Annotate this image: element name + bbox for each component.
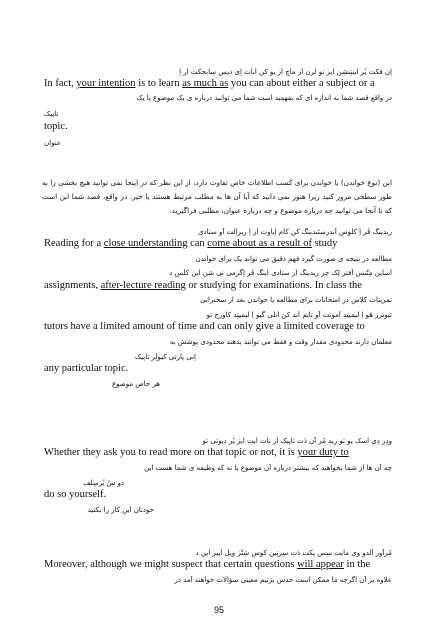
persian-gloss: خودتان این کار را بکنید <box>87 506 154 514</box>
english-sentence: any particular topic. <box>44 363 129 374</box>
english-sentence: Whether they ask you to read more on that topic or not, it is your duty to <box>44 447 349 458</box>
english-sentence: assignments, after-lecture reading or studying for examinations. In class the <box>44 280 362 291</box>
transliteration-line: دو سُ یُرسِلف <box>83 479 124 487</box>
transliteration-line: مُرآوِر آلدو وی مایت سِس پِکت دَت سِرتِین کوِس شِنْز ویل اَپیر این د <box>195 549 392 557</box>
transliteration-line: اِن فکت یُر اینتِنشِن ایز تو لرن اَز ماچ اَز یو کن اَبات اِی دیس سابجکت اُر اِ <box>179 68 392 76</box>
underlined-phrase: your intention <box>76 78 136 89</box>
english-sentence: Reading for a close understanding can come about as a result of study <box>44 238 338 249</box>
persian-gloss: معلمان دارند محدودی مقدار وقت و فقط می توانند بدهند محدودی پوشش به <box>169 338 392 346</box>
english-sentence: tutors have a limited amount of time and can only give a limited coverage to <box>44 321 365 332</box>
persian-gloss: مطالعه در نتیجه ی صورت گیرد فهم دقیق می تواند یک برای خواندن <box>195 255 392 263</box>
persian-gloss: در واقع قصد شما به اندازه ای که بفهمید است شما می توانید درباره ی یک موضوع یا یک <box>136 94 392 102</box>
underlined-phrase: close understanding <box>103 238 188 249</box>
transliteration-line: اِنی پارتی کیولِر تاپیک <box>134 353 196 361</box>
transliteration-line: وِدِر دِی اسک یو تو رید مُر آن دَت تاپیک اُر نات ایت ایز یُر دیوتی تو <box>202 437 392 445</box>
transliteration-line: ریدینگ فُر اِ کلوس آندرستَندینگ کن کام اِباوت اَز اِ ریزالت آو ستادی <box>198 228 392 236</box>
english-sentence: do so yourself. <box>44 489 107 500</box>
persian-gloss: چه آن ها از شما بخواهند که بیشتر درباره آن موضوع یا نه که وظیفه ی شما هست این <box>144 464 392 472</box>
persian-gloss: علاوه بر آن اگرچه ما ممکن است حدس بزنیم معینی سؤالات خواهند آمد در <box>174 576 392 584</box>
transliteration-line: تیوترز هَو اِ لیمیتِد اَمونت آو تایم اَند کن اُنلی گیو اِ لیمیتِد کاورج تو <box>206 311 392 319</box>
underlined-phrase: come about as a result of <box>207 238 312 249</box>
page-number: 95 <box>213 605 224 615</box>
underlined-phrase: after-lecture reading <box>100 280 186 291</box>
underlined-phrase: will appear <box>296 559 344 570</box>
transliteration-line: اَساین مِنْتس آفتر لِک چر ریدینگ اُر ستادی اینگ فُر اِگزمی نی شن این کلَس د <box>169 269 392 277</box>
persian-gloss: عنوان <box>44 139 61 147</box>
english-sentence: Moreover, although we might suspect that certain questions will appear in the <box>44 559 371 570</box>
underlined-phrase: your duty to <box>297 447 349 458</box>
english-sentence: In fact, your intention is to learn as much as you can about either a subject or a <box>44 78 375 89</box>
underlined-phrase: as much as <box>182 78 229 89</box>
transliteration-line: تاپیک <box>44 110 59 118</box>
english-sentence: topic. <box>44 121 68 132</box>
persian-gloss: هر خاص موضوع <box>111 380 160 388</box>
persian-paragraph: این (نوع خواندن) با خواندن برای کسب اطلاعات خاص تفاوت دارد، از این نظر که در اینجا نمی توانید هیچ بخشی را به طور سطحی مرور کنید زیرا هنوز نمی دانید که آیا آن ها به مطلب مرتبط هستند یا خیر. در واقع، قصد شما این است که تا آنجا می توانید چه درباره موضوع و چه درباره عنوان، مطلبی فراگیرید. <box>42 178 392 215</box>
persian-gloss: تمرینات کلاس در امتحانات برای مطالعه یا خواندن بعد از سخنرانی <box>200 296 392 304</box>
